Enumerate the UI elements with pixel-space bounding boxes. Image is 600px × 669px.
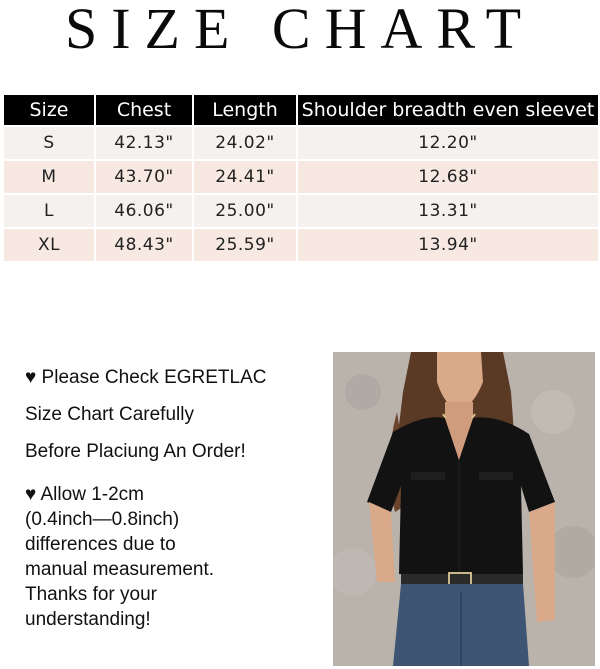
notice-line: manual measurement. [25, 559, 215, 580]
cell-length: 24.02" [194, 127, 296, 159]
cell-chest: 46.06" [96, 195, 192, 227]
notice-line: Size Chart Carefully [25, 404, 194, 425]
cell-length: 25.59" [194, 229, 296, 261]
cell-chest: 48.43" [96, 229, 192, 261]
size-chart-table [2, 93, 600, 263]
header-length: Length [194, 95, 296, 125]
cell-size: L [4, 195, 94, 227]
header-chest: Chest [96, 95, 192, 125]
size-notes [25, 366, 325, 633]
cell-chest: 42.13" [96, 127, 192, 159]
table-row [4, 229, 598, 261]
notice-line: understanding! [25, 609, 151, 630]
measurement-notice [25, 483, 325, 633]
table-row [4, 161, 598, 193]
page-title: SIZE CHART [64, 0, 536, 61]
header-size: Size [4, 95, 94, 125]
cell-length: 24.41" [194, 161, 296, 193]
cell-size: S [4, 127, 94, 159]
notice-line: Thanks for your [25, 584, 157, 605]
table-row [4, 127, 598, 159]
notice-line: ♥ Allow 1-2cm [25, 484, 144, 505]
cell-size: M [4, 161, 94, 193]
cell-size: XL [4, 229, 94, 261]
header-shoulder: Shoulder breadth even sleevet [298, 95, 598, 125]
notice-line: ♥ Please Check EGRETLAC [25, 367, 267, 388]
cell-shoulder: 12.20" [298, 127, 598, 159]
cell-length: 25.00" [194, 195, 296, 227]
table-row [4, 195, 598, 227]
check-notice [25, 366, 325, 477]
table-header-row [4, 95, 598, 125]
product-photo [333, 352, 595, 666]
notice-line: differences due to [25, 534, 176, 555]
notice-line: Before Placiung An Order! [25, 441, 246, 462]
cell-shoulder: 12.68" [298, 161, 598, 193]
cell-shoulder: 13.94" [298, 229, 598, 261]
cell-shoulder: 13.31" [298, 195, 598, 227]
notice-line: (0.4inch—0.8inch) [25, 509, 180, 530]
cell-chest: 43.70" [96, 161, 192, 193]
